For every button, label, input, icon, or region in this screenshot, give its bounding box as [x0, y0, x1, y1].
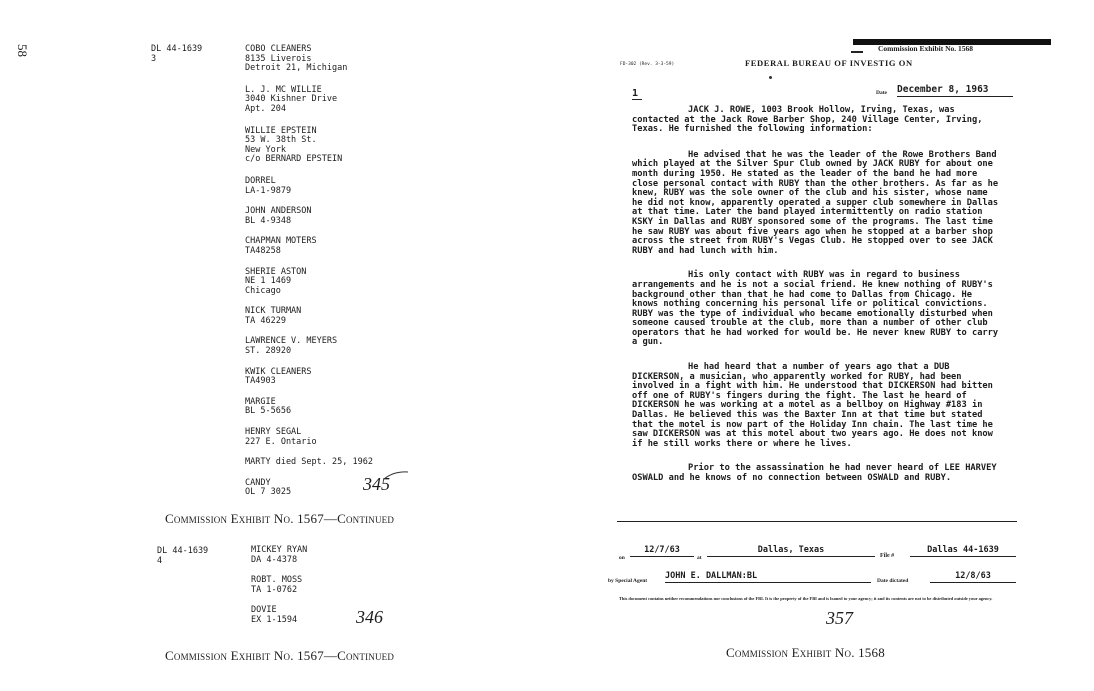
exhibit-tag: Commission Exhibit No. 1568 — [878, 44, 974, 53]
paragraph: Prior to the assassination he had never heard of LEE HARVEY OSWALD and he knows of no connection between OSWALD and RUBY. — [632, 463, 997, 483]
list-item: JOHN ANDERSON BL 4-9348 — [245, 206, 312, 226]
address-list — [251, 546, 411, 626]
file-label: File # — [880, 553, 895, 559]
paragraph: JACK J. ROWE, 1003 Brook Hollow, Irving, Texas, was contacted at the Jack Rowe Barber Shop, 240 Village Center, Irving, Texas. He furnished the following information: — [632, 105, 983, 135]
dictated-label: Date dictated — [877, 578, 909, 584]
date-label: Date — [876, 90, 887, 96]
file-number — [151, 44, 202, 64]
list-item: DORREL LA-1-9879 — [245, 175, 292, 196]
sub-page-number: 3 — [151, 54, 157, 64]
exhibit-caption: Commission Exhibit No. 1567—Continued — [165, 648, 395, 663]
handwritten-page-number: 345 — [363, 474, 390, 494]
handwritten-page-number: 346 — [356, 607, 383, 627]
file-number-value: Dallas 44-1639 — [910, 545, 1016, 557]
agency-title: FEDERAL BUREAU OF INVESTIG ON — [745, 58, 913, 68]
sub-page-number: 4 — [157, 556, 163, 566]
list-item: DOVIE EX 1-1594 — [251, 605, 298, 625]
file-number-text: DL 44-1639 — [151, 44, 203, 54]
dot-mark — [769, 76, 772, 79]
paragraph: He had heard that a number of years ago that a DUB DICKERSON, a musician, who apparently worked for RUBY, had been involved in a fight with him. He understood that DICKERSON had bitten off one of RUBY's fingers during the fight. The last he heard of DICKERSON he was working at a motel as a bellboy on Highway #183 in Dallas. He believed this was the Baxter Inn at that time but stated that the motel is now part of the Holiday Inn chain. The last time he saw DICKERSON was at this motel about two years ago. He does not know if he still works there or where he lives. — [632, 362, 993, 449]
list-item: MARGIE BL 5-5656 — [245, 396, 292, 417]
fbi-notice: This document contains neither recommendations nor conclusions of the FBI. It is the property of the FBI and is loaned to your agency; it and its contents are not to be distributed outside your agency. — [619, 596, 993, 601]
list-item: CANDY OL 7 3025 — [245, 477, 292, 498]
paragraph: He advised that he was the leader of the Rowe Brothers Band which played at the Silver Spur Club owned by JACK RUBY for about one month during 1950. He stated as the leader of the band he had more close personal contact with RUBY than the other brothers. As far as he knew, RUBY was the sole owner of the club and his sister, whose name he did not know, apparently operated a supper club somewhere in Dallas at that time. Later the band played intermittently on radio station KSKY in Dallas and RUBY sponsored some of the programs. The last time he saw RUBY was about five years ago when he stopped at a barber shop across the street from RUBY's Vegas Club. He stopped over to see JACK RUBY and had lunch with him. — [632, 149, 999, 256]
divider — [617, 521, 1017, 522]
list-item: KWIK CLEANERS TA4903 — [245, 366, 312, 387]
form-number: FD-302 (Rev. 3-3-59) — [620, 62, 675, 67]
list-item: LAWRENCE V. MEYERS ST. 28920 — [245, 336, 338, 357]
mark-line — [851, 51, 863, 53]
agent-label: by Special Agent — [608, 578, 648, 584]
handwritten-flourish-icon — [382, 469, 412, 483]
list-item: CHAPMAN MOTERS TA48258 — [245, 236, 317, 256]
file-number — [157, 546, 208, 566]
date-dictated: 12/8/63 — [930, 571, 1016, 583]
exhibit-caption: Commission Exhibit No. 1567—Continued — [165, 511, 395, 526]
interview-location: Dallas, Texas — [707, 545, 875, 557]
at-label: at — [697, 555, 702, 561]
file-number-text: DL 44-1639 — [157, 546, 209, 556]
list-item: SHERIE ASTON NE 1 1469 Chicago — [245, 266, 307, 296]
list-item: HENRY SEGAL 227 E. Ontario — [245, 427, 317, 447]
list-item: MARTY died Sept. 25, 1962 — [245, 457, 373, 468]
address-list — [245, 45, 455, 498]
page-indicator: 1 — [632, 88, 639, 99]
on-label: on — [619, 555, 625, 561]
list-item: MICKEY RYAN DA 4-4378 — [251, 545, 308, 565]
special-agent-name: JOHN E. DALLMAN:BL — [665, 571, 871, 583]
handwritten-page-number: 357 — [826, 608, 853, 628]
exhibit-caption: Commission Exhibit No. 1568 — [726, 645, 885, 660]
paragraph: His only contact with RUBY was in regard to business arrangements and he is not a social friend. He knew nothing of RUBY's background other than that he had come to Dallas from Chicago. He knows nothing concerning his personal life or political convictions. RUBY was the type of individual who became emotionally disturbed when someone caused trouble at the club, more than a number of other club operators that he had worked for would be. He never knew RUBY to carry a gun. — [632, 270, 999, 348]
list-item: WILLIE EPSTEIN 53 W. 38th St. New York c/o BERNARD EPSTEIN — [245, 125, 343, 165]
list-item: COBO CLEANERS 8135 Liverois Detroit 21, Michigan — [245, 44, 348, 74]
interview-date: 12/7/63 — [630, 545, 694, 557]
list-item: L. J. MC WILLIE 3040 Kishner Drive Apt. 204 — [245, 84, 338, 114]
list-item: NICK TURMAN TA 46229 — [245, 306, 302, 326]
list-item: ROBT. MOSS TA 1-0762 — [251, 575, 303, 595]
report-date: December 8, 1963 — [897, 84, 1013, 97]
page-number: 58 — [15, 44, 30, 57]
underline — [632, 99, 642, 100]
report-body — [632, 106, 1000, 484]
